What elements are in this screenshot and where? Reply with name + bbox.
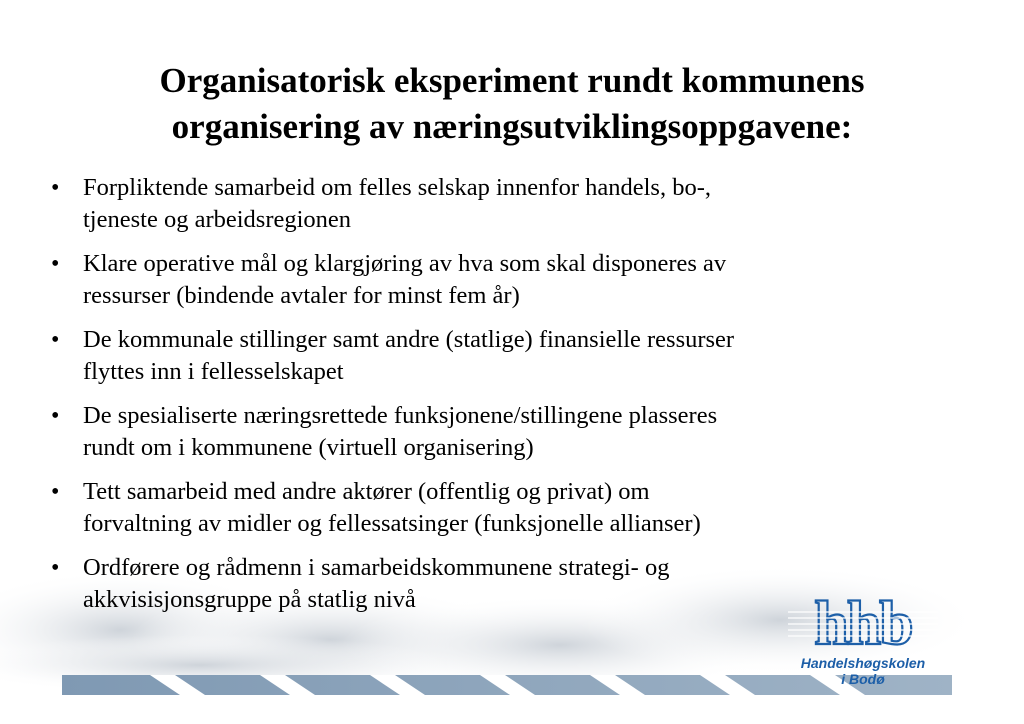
- hhb-logo: [768, 590, 958, 700]
- bullet-icon: •: [51, 327, 60, 353]
- logo-name-line-1: Handelshøgskolen: [800, 655, 926, 671]
- bullet-text-line: Forpliktende samarbeid om felles selskap innenfor handels, bo-,: [83, 174, 711, 201]
- bullet-icon: •: [51, 175, 60, 201]
- bullet-text-line: Klare operative mål og klargjøring av hva som skal disponeres av: [83, 250, 727, 277]
- bullet-item: [48, 248, 958, 312]
- bullet-list: [48, 172, 958, 628]
- bullet-item: [48, 476, 958, 540]
- bullet-text-line: Tett samarbeid med andre aktører (offentlig og privat) om: [83, 478, 650, 505]
- bullet-icon: •: [51, 251, 60, 277]
- bullet-text-line: ressurser (bindende avtaler for minst fem år): [83, 282, 520, 309]
- bullet-text-line: Ordførere og rådmenn i samarbeidskommunene strategi- og: [83, 554, 670, 581]
- bullet-item: [48, 400, 958, 464]
- slide-title: [60, 58, 964, 150]
- logo-mark-text: hhb: [814, 590, 912, 658]
- bullet-text-line: De spesialiserte næringsrettede funksjonene/stillingene plasseres: [83, 402, 718, 429]
- bullet-item: [48, 172, 958, 236]
- bullet-item: [48, 324, 958, 388]
- title-line-2: organisering av næringsutviklingsoppgavene:: [171, 107, 853, 146]
- bullet-text-line: forvaltning av midler og fellessatsinger (funksjonelle allianser): [83, 510, 701, 537]
- bullet-text-line: De kommunale stillinger samt andre (statlige) finansielle ressurser: [83, 326, 735, 353]
- bullet-text-line: tjeneste og arbeidsregionen: [83, 206, 352, 233]
- bullet-icon: •: [51, 403, 60, 429]
- bullet-text-line: flyttes inn i fellesselskapet: [83, 358, 344, 385]
- bullet-icon: •: [51, 479, 60, 505]
- title-line-1: Organisatorisk eksperiment rundt kommunens: [159, 61, 865, 100]
- logo-name-line-2: i Bodø: [841, 671, 885, 687]
- bullet-icon: •: [51, 555, 60, 581]
- hhb-logo-mark: [768, 590, 958, 660]
- bullet-text-line: akkvisisjonsgruppe på statlig nivå: [83, 586, 416, 613]
- bullet-text-line: rundt om i kommunene (virtuell organisering): [83, 434, 534, 461]
